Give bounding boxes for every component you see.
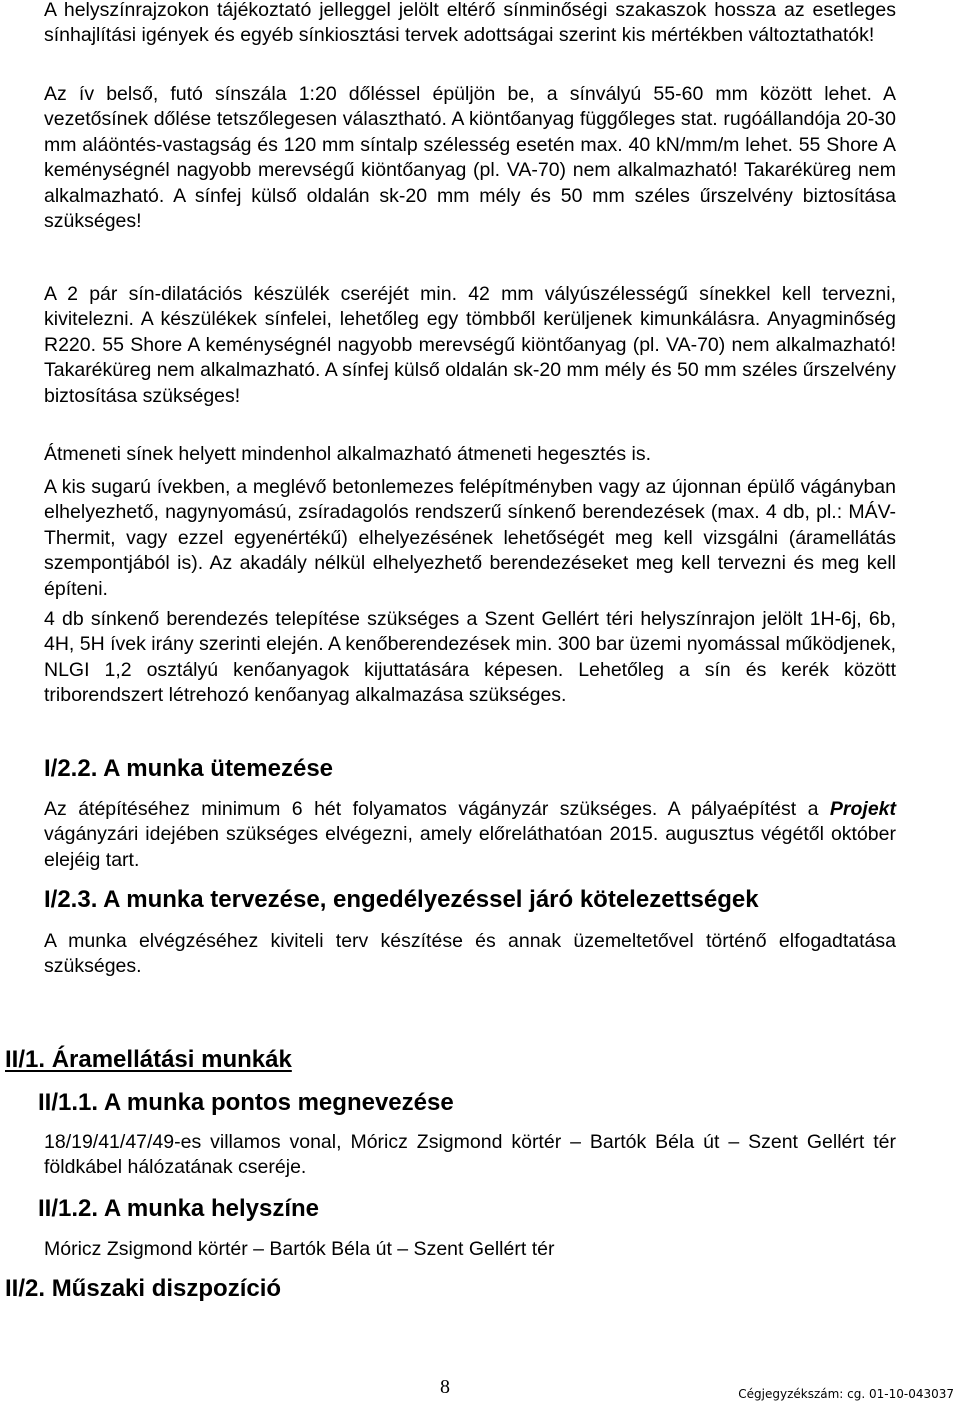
paragraph-rail-sections: A helyszínrajzokon tájékoztató jelleggel jelölt eltérő sínminőségi szakaszok hossza az esetleges sínhajlítási igények és egyéb sínkiosztási tervek adottságai szerint kis mértékben változtathatók!: [44, 0, 896, 47]
paragraph-work-schedule: [44, 797, 896, 873]
heading-work-location: II/1.2. A munka helyszíne: [38, 1195, 319, 1222]
paragraph-lubricator-small-curves: A kis sugarú ívekben, a meglévő betonlemezes felépítményben vagy az újonnan épülő vágányban elhelyezhető, nagynyomású, zsíradagolós rendszerű sínkenő berendezések (max. 4 db, pl.: MÁV-Thermit, vagy ezzel egyenértékű) elhelyezésének lehetőségét meg kell vizsgálni (áramellátás szempontjából is). Az akadály nélkül elhelyezhető berendezéseket meg kell tervezni és meg kell építeni.: [44, 476, 896, 600]
heading-work-schedule: I/2.2. A munka ütemezése: [44, 755, 334, 782]
paragraph-work-location: Móricz Zsigmond körtér – Bartók Béla út – Szent Gellért tér: [44, 1238, 555, 1260]
paragraph-lubricator-installation: 4 db sínkenő berendezés telepítése szükséges a Szent Gellért téri helyszínrajon jelölt 1H-6j, 6b, 4H, 5H ívek irány szerinti elején. A kenőberendezések min. 300 bar üzemi nyomással működjenek, NLGI 1,2 osztályú kenőanyagok kijuttatására képesen. Lehetőleg a sín és kerék között triborendszert létrehozó kenőanyag alkalmazása szükséges.: [44, 608, 896, 707]
heading-technical-disposition: II/2. Műszaki diszpozíció: [5, 1275, 282, 1302]
schedule-text-start: Az átépítéséhez minimum 6 hét folyamatos vágányzár szükséges. A pályaépítést a: [44, 798, 830, 820]
paragraph-curve-rail: Az ív belső, futó sínszála 1:20 dőléssel épüljön be, a sínvályú 55-60 mm között lehet. A vezetősínek dőlése tetszőlegesen választható. A kiöntőanyag függőleges stat. rugóállandója 20-30 mm aláöntés-vastagság és 120 mm síntalp szélesség esetén max. 40 kN/mm/m lehet. 55 Shore A keménységnél nagyobb merevségű kiöntőanyag (pl. VA-70) nem alkalmazható! Takaréküreg nem alkalmazható. A sínfej külső oldalán sk-20 mm mély és 50 mm széles űrszelvény biztosítása szükséges!: [44, 83, 896, 233]
project-emphasis: Projekt: [829, 798, 896, 820]
page-number: 8: [440, 1376, 450, 1398]
schedule-text-end: vágányzári idejében szükséges elvégezni, amely előreláthatóan 2015. augusztus végétől október elejéig tart.: [44, 823, 896, 871]
paragraph-design-permits: A munka elvégzéséhez kiviteli terv készítése és annak üzemeltetővel történő elfogadtatása szükséges.: [44, 930, 896, 978]
paragraph-dilatation-device: A 2 pár sín-dilatációs készülék cseréjét min. 42 mm vályúszélességű sínekkel kell tervezni, kivitelezni. A készülékek sínfelei, lehetőleg egy tömbből kerüljenek kimunkálásra. Anyagminőség R220. 55 Shore A keménységnél nagyobb merevségű kiöntőanyag (pl. VA-70) nem alkalmazható! Takaréküreg nem alkalmazható. A sínfej külső oldalán sk-20 mm mély és 50 mm széles űrszelvény biztosítása szükséges!: [44, 283, 896, 407]
heading-work-name: II/1.1. A munka pontos megnevezése: [38, 1089, 454, 1116]
company-registry-number: Cégjegyzékszám: cg. 01-10-043037: [738, 1387, 954, 1401]
heading-design-permits: I/2.3. A munka tervezése, engedélyezéssel járó kötelezettségek: [44, 886, 759, 913]
paragraph-work-name: 18/19/41/47/49-es villamos vonal, Móricz Zsigmond körtér – Bartók Béla út – Szent Gellért tér földkábel hálózatának cseréje.: [44, 1131, 896, 1179]
heading-power-supply-works: II/1. Áramellátási munkák: [5, 1046, 292, 1073]
paragraph-transition-rails: Átmeneti sínek helyett mindenhol alkalmazható átmeneti hegesztés is.: [44, 443, 651, 465]
